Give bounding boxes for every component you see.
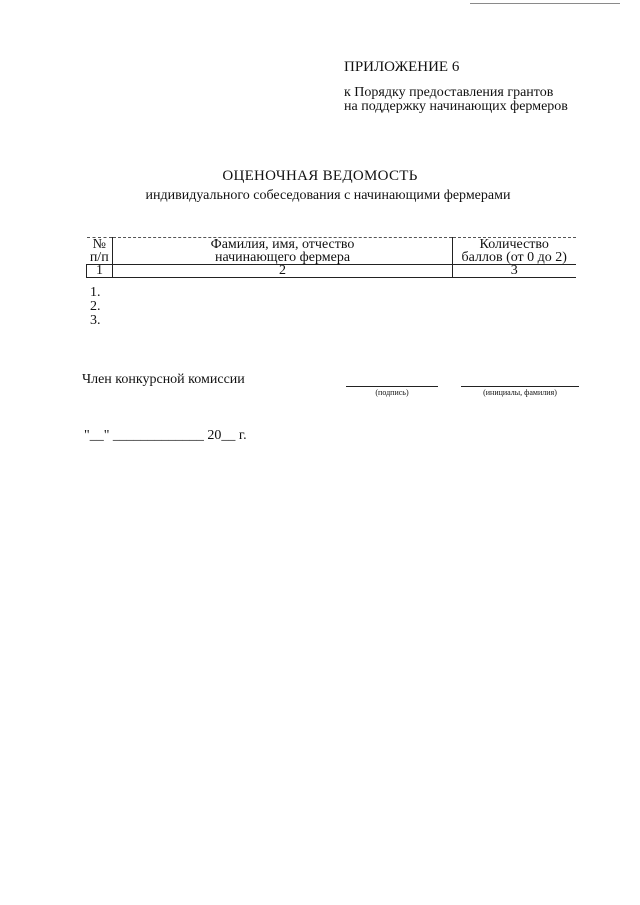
header-name [113,238,453,265]
header-number-line2: п/п [89,250,109,265]
document-subtitle: индивидуального собеседования с начинающими фермерами [145,188,511,203]
date-line: "__" _____________ 20__ г. [84,428,247,443]
initials-caption: (инициалы, фамилия) [483,388,557,397]
index-cell-1: 1 [87,265,113,278]
document-title: ОЦЕНОЧНАЯ ВЕДОМОСТЬ [222,168,418,184]
header-score [453,238,576,265]
header-score-line2: баллов (от 0 до 2) [461,250,567,265]
signature-caption: (подпись) [375,388,409,397]
appendix-header [344,58,584,114]
index-cell-3: 3 [453,265,576,278]
table-index-row [87,265,576,278]
score-table [86,237,576,278]
table-header-row [87,238,576,265]
appendix-title: ПРИЛОЖЕНИЕ 6 [344,59,460,75]
header-number [87,238,113,265]
table-rows [90,286,101,328]
signature-line [346,386,438,387]
top-edge-mark [470,3,620,4]
index-cell-2: 2 [113,265,453,278]
initials-line [461,386,579,387]
signature-block [82,372,602,402]
appendix-line-2: на поддержку начинающих фермеров [344,99,568,114]
appendix-line-1: к Порядку предоставления грантов [344,85,554,100]
table-row: 3. [90,313,101,328]
header-name-line1: Фамилия, имя, отчество [210,237,355,252]
table-row: 2. [90,299,101,314]
header-number-line1: № [92,237,106,252]
header-score-line1: Количество [479,237,549,252]
table-row: 1. [90,285,101,300]
header-name-line2: начинающего фермера [214,250,351,265]
commission-member-label: Член конкурсной комиссии [82,372,245,387]
